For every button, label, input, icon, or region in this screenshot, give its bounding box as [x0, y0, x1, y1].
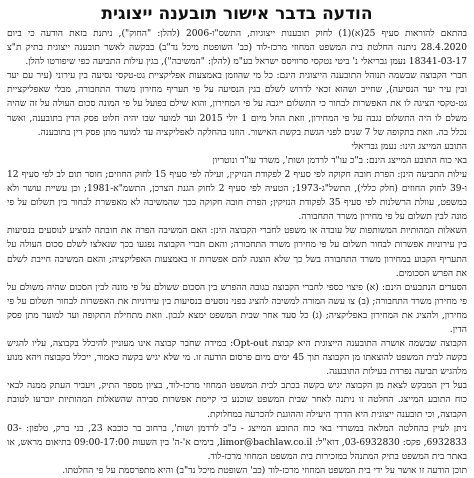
notice-paragraph: התובע המייצג הינו: נעמן גבריאלי [351, 141, 467, 152]
notice-paragraph: בהתאם להוראות סעיף 25(א)(1) לחוק תובענות ייצוגיות, התשס"ו-2006 (להלן: "החוק"), ניתנת בזאת הודעה כי ביום 28.4.2020 ניתנה החלטת בית המשפט המחוזי מרכז-לוד (כב' השופטת מיכל נד"ב) בבקשה לאשר תובענה ייצוגית בתיק ת"צ 18341-03-17 נעמן גבריאלי נ' ביטי נטקסי סרוויסס ישראל בע"מ (להלן: "המשיבה"), בגין עילות התביעה כפי שיפורטו להלן. [7, 29, 467, 68]
notice-paragraph: הסעדים הנתבעים הינם: (א) פיצוי כספי לחברי הקבוצה בגובה ההפרש בין הסכום ששולם על פי מונה לבין הסכום שהיה משולם על פי מחירון משרד התחבורה; (ב) צו עשה המורה למשיבה להציג בפני נוסעים בנסיעות בין עירוניות את האפשרות לבחור תשלום על פי מחירון, ולהציג את המחירון באפליקציה; (ג) כל סעד אחר שבית המשפט ימצא לנכון. וזאת מתחילת התקופה ועד למועד מתן פסק הדין. [7, 282, 467, 335]
notice-paragraph: עילות התביעה הינן: הפרת חובה חקוקה לפי סעיף 2 לפקודת הנזיקין, ועילה לפי סעיף 15 לחוק החוזים; חוסר תום לב לפי סעיף 12 ו-39 לחוק החוזים (חלק כללי), התשל"ג-1973; הטעיה לפי סעיף 2 לחוק הגנת הצרכן, התשמ"א-1981; וכן עשיית עושר ולא במשפט, עוולת הרשלנות לפי סעיף 35 לפקודת הנזיקין; הפרת חובה חקוקה בכך שהמשיבה לא מאפשרת לבחור בין תשלום על פי מונה לבין תשלום על פי מחירון משרד התחבורה. [7, 169, 468, 223]
notice-paragraph: השאלות המהותיות המשותפות של עובדה או משפט לחברי הקבוצה הינן: האם המשיבה הפרה את חובתה להציע לנוסעים בנסיעות בין עירוניות אפשרות לבחור תשלום על פי מחירון משרד התחבורה; והאם חברי הקבוצה נפגעו בכך שנאלצו לשלם סכום העולה על התעריף הקבוע במחירון משרד התחבורה בשל כך שלא הוצגה להם אפשרות זו באמצעות האפליקציה; והאם המשיבה חייבת לשלם את הפרש הסכומים. [7, 226, 467, 279]
notice-paragraph: בעל דין המבקש לצאת מן הקבוצה יגיש בקשה בכתב לבית המשפט המחוזי מרכז-לוד, בציון מספר התיק, ויעביר העתק ממנה לבאי כוח התובע המייצג. החלטה זו ניתנה לאחר שבית המשפט שוכנע כי קיימת אפשרות סבירה שהשאלות המהותיות יוכרעו לטובת הקבוצה, וכי תובענה ייצוגית היא הדרך היעילה וההוגנת להכרעה במחלוקת. [7, 381, 467, 420]
notice-title: הודעה בדבר אישור תובענה ייצוגית [101, 4, 373, 24]
notice-body [7, 27, 467, 478]
notice-paragraph: באי כוח התובע המייצג הינם: ב"כ עו"ד לרדמן ושות', משרד עו"ד ונוטריון [212, 155, 467, 166]
notice-paragraph: ניתן לעיין בהחלטה המלאה במשרדי באי כוח התובע המייצג - ב"כ לרדמן ושות', ברחוב בר כוכבא 23, בני ברק, טלפון: 03-6932833, פקס: 03-6932830, דוא"ל: limor@bachlaw.co.il, בימים א'-ה' בין השעות 09:00-17:00 בתיאום מראש, או באתר בית המשפט בתיק המתנהל במזכירות בית המשפט המחוזי מרכז-לוד. [7, 423, 467, 462]
notice-paragraph: חברי הקבוצה שבשמה תנוהל התובענה הייצוגית הינם: כל מי שהוזמן באמצעות אפליקציית גט-טקסי נסיעה בין עירוני (עיר עם יעד ובין עיר יעד הנסיעה), שחייב ושהוא זכאי לדרוש לשלם בגין הנסיעה על פי תעריף מחירון משרד התחבורה, מבלי שאפליקציית גט-טקסי הציגה לו את האפשרות לבחור כי התשלום ייגבה על פי המחירון, והוא שילם בפועל על פי המונה סכום העולה על זה שהיה משלם לו היה התשלום נגבה על פי המחירון, וזאת החל מיום 1 יולי 2015 ועד למועד שבו יהיה חלוט פסק הדין בתובענה, ואשר נכלל בה. וזאת בתקופה של 7 שנים לפני הגשת בקשת האישור. הוזנו בהחלקה לאפליקציה עד למועד מתן פסק דין בתובענה. [7, 71, 467, 138]
notice-paragraph: תוכן הודעה זו אושר על ידי בית המשפט המחוזי מרכז-לוד (כב' השופטת מיכל נד"ב) והיא מתפרסמת על פי החלטתו. [62, 465, 467, 476]
notice-paragraph: הקבוצה שבשמה אושרה התובענה הייצוגית היא קבוצת Opt-out: במידה שחבר קבוצה אינו מעוניין להיכלל בקבוצה, עליו להגיש בקשה לבית המשפט להוצאתו מן הקבוצה תוך 45 ימים מיום פרסום הודעה זו. מי שלא יגיש בקשה כאמור, ייכלל בקבוצה ויהא מנוע מלהגיש תביעה נפרדת בעילות התובענה. [7, 339, 468, 378]
